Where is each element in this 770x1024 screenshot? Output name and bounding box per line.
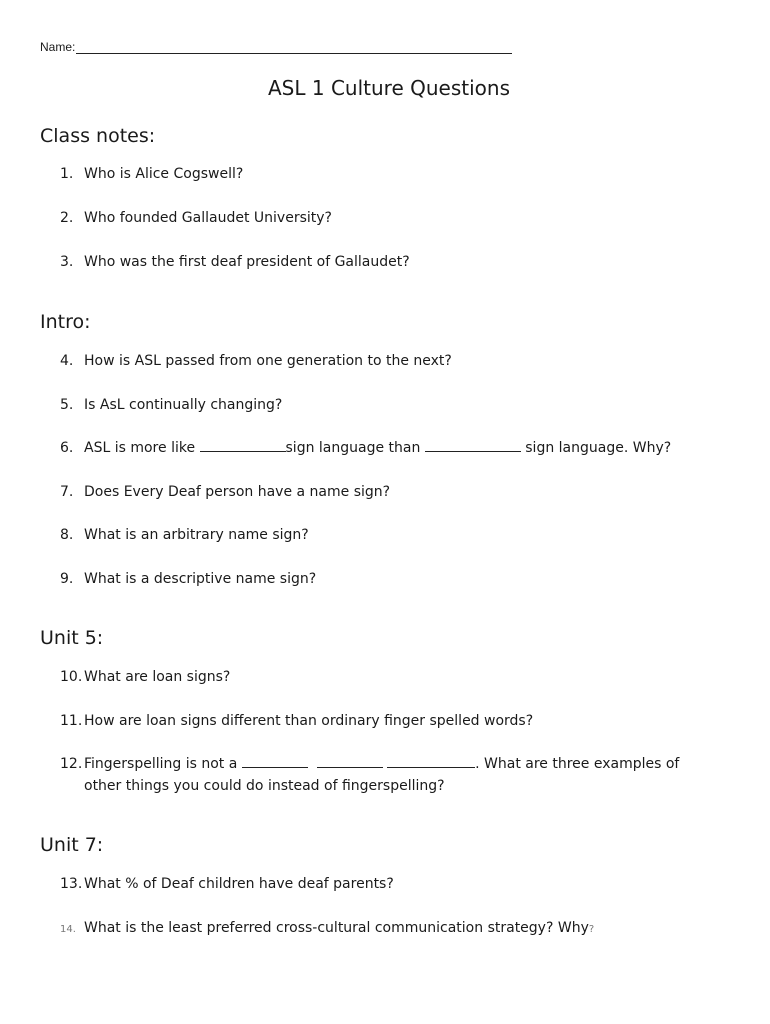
answer-blank (425, 437, 521, 452)
question-10: 10. What are loan signs? (60, 669, 231, 685)
question-3: 3. Who was the first deaf president of Gallaudet? (60, 254, 410, 270)
name-label: Name: (40, 40, 76, 54)
page-title: ASL 1 Culture Questions (268, 76, 510, 100)
name-blank-line (76, 40, 512, 54)
answer-blank (387, 753, 475, 768)
question-7: 7. Does Every Deaf person have a name sign? (60, 484, 391, 500)
question-14: 14. What is the least preferred cross-cultural communication strategy? Why? (60, 920, 595, 936)
question-9: 9. What is a descriptive name sign? (60, 571, 317, 587)
section-heading-unit-5: Unit 5: (40, 627, 104, 649)
section-heading-intro: Intro: (40, 311, 91, 333)
question-11: 11. How are loan signs different than ordinary finger spelled words? (60, 713, 534, 729)
question-4: 4. How is ASL passed from one generation to the next? (60, 353, 452, 369)
answer-blank (317, 753, 383, 768)
section-heading-class-notes: Class notes: (40, 125, 156, 147)
section-heading-unit-7: Unit 7: (40, 834, 104, 856)
answer-blank (242, 753, 308, 768)
question-2: 2. Who founded Gallaudet University? (60, 210, 332, 226)
question-12: 12. Fingerspelling is not a . What are three examples of other things you could do instead of fingerspelling? (60, 753, 679, 797)
question-8: 8. What is an arbitrary name sign? (60, 527, 309, 543)
answer-blank (200, 437, 286, 452)
name-field (40, 40, 512, 54)
question-13: 13. What % of Deaf children have deaf parents? (60, 876, 394, 892)
question-6: 6. ASL is more like sign language than sign language. Why? (60, 437, 671, 459)
question-5: 5. Is AsL continually changing? (60, 397, 283, 413)
question-1: 1. Who is Alice Cogswell? (60, 166, 244, 182)
